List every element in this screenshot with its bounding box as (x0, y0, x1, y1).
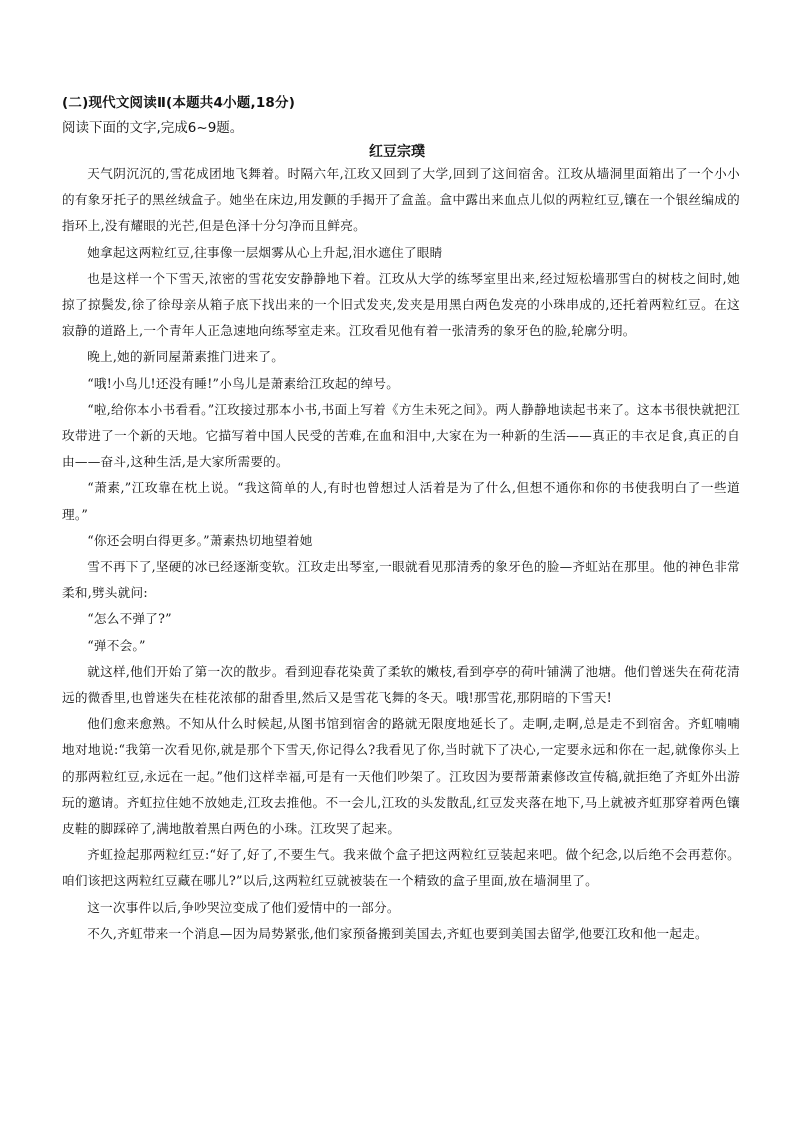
paragraph: 就这样,他们开始了第一次的散步。看到迎春花染黄了柔软的嫩枝,看到亭亭的荷叶铺满了池塘。他们曾迷失在荷花清远的微香里,也曾迷失在桂花浓郁的甜香里,然后又是雪花飞舞的冬天。哦!那雪花,那阴暗的下雪天! (62, 663, 740, 706)
paragraph: “怎么不弹了?” (87, 611, 172, 627)
paragraph: 天气阴沉沉的,雪花成团地飞舞着。时隔六年,江玫又回到了大学,回到了这间宿舍。江玫从墙洞里面箱出了一个小小的有象牙托子的黑丝绒盒子。她坐在床边,用发颤的手揭开了盒盖。盒中露出来血点儿似的两粒红豆,镶在一个银丝编成的指环上,没有耀眼的光芒,但是色泽十分匀净而且鲜亮。 (62, 166, 740, 234)
article-title: 红豆宗璞 (369, 144, 425, 160)
paragraph: “哦!小鸟儿!还没有睡!”小鸟儿是萧素给江玫起的绰号。 (87, 375, 400, 391)
paragraph: 晚上,她的新同屋萧素推门进来了。 (87, 349, 285, 365)
article-body (62, 161, 740, 947)
paragraph: “你还会明白得更多。”萧素热切地望着她 (87, 532, 313, 548)
paragraph: 也是这样一个下雪天,浓密的雪花安安静静地下着。江玫从大学的练琴室里出来,经过短松墙那雪白的树枝之间时,她掠了掠鬓发,徐了徐母亲从箱子底下找出来的一个旧式发夹,发夹是用黑白两色发亮的小珠串成的,还托着两粒红豆。在这寂静的道路上,一个青年人正急速地向练琴室走来。江玫看见他有着一张清秀的象牙色的脸,轮廓分明。 (62, 270, 740, 339)
paragraph: “啦,给你本小书看看。”江玫接过那本小书,书面上写着《方生未死之间》。两人静静地读起书来了。这本书很快就把江玫带进了一个新的天地。它描写着中国人民受的苦难,在血和泪中,大家在为一种新的生活——真正的丰衣足食,真正的自由——奋斗,这种生活,是大家所需要的。 (62, 401, 740, 470)
paragraph: 她拿起这两粒红豆,往事像一层烟雾从心上升起,泪水遮住了眼睛 (87, 244, 443, 260)
paragraph: 不久,齐虹带来一个消息—因为局势紧张,他们家预备搬到美国去,齐虹也要到美国去留学,他要江玫和他一起走。 (87, 925, 708, 941)
section-heading: (二)现代文阅读Ⅱ(本题共4小题,18分) (62, 95, 296, 111)
paragraph: 雪不再下了,坚硬的冰已经逐渐变软。江玫走出琴室,一眼就看见那清秀的象牙色的脸—齐虹站在那里。他的神色非常柔和,劈头就问: (62, 559, 740, 601)
paragraph: 这一次事件以后,争吵哭泣变成了他们爱情中的一部分。 (87, 899, 400, 915)
paragraph: “弹不会。” (87, 637, 146, 653)
paragraph: 他们愈来愈熟。不知从什么时候起,从图书馆到宿舍的路就无限度地延长了。走啊,走啊,总是走不到宿舍。齐虹喃喃地对地说:“我第一次看见你,就是那个下雪天,你记得么?我看见了你,当时就下了决心,一定要永远和你在一起,就像你头上的那两粒红豆,永远在一起。”他们这样幸福,可是有一天他们吵架了。江玫因为要帮萧素修改宣传稿,就拒绝了齐虹外出游玩的邀请。齐虹拉住她不放她走,江玫去推他。不一会儿,江玫的头发散乱,红豆发夹落在地下,马上就被齐虹那穿着两色镶皮鞋的脚踩碎了,满地散着黑白两色的小珠。江玫哭了起来。 (62, 716, 740, 837)
paragraph: “萧素,”江玫靠在枕上说。“我这简单的人,有时也曾想过人活着是为了什么,但想不通你和你的书使我明白了一些道理。” (62, 480, 740, 522)
reading-instruction: 阅读下面的文字,完成6~9题。 (62, 120, 244, 136)
paragraph: 齐虹捡起那两粒红豆:“好了,好了,不要生气。我来做个盒子把这两粒红豆装起来吧。做个纪念,以后绝不会再惹你。咱们该把这两粒红豆藏在哪儿?”以后,这两粒红豆就被装在一个精致的盒子里面,放在墙洞里了。 (62, 847, 740, 889)
